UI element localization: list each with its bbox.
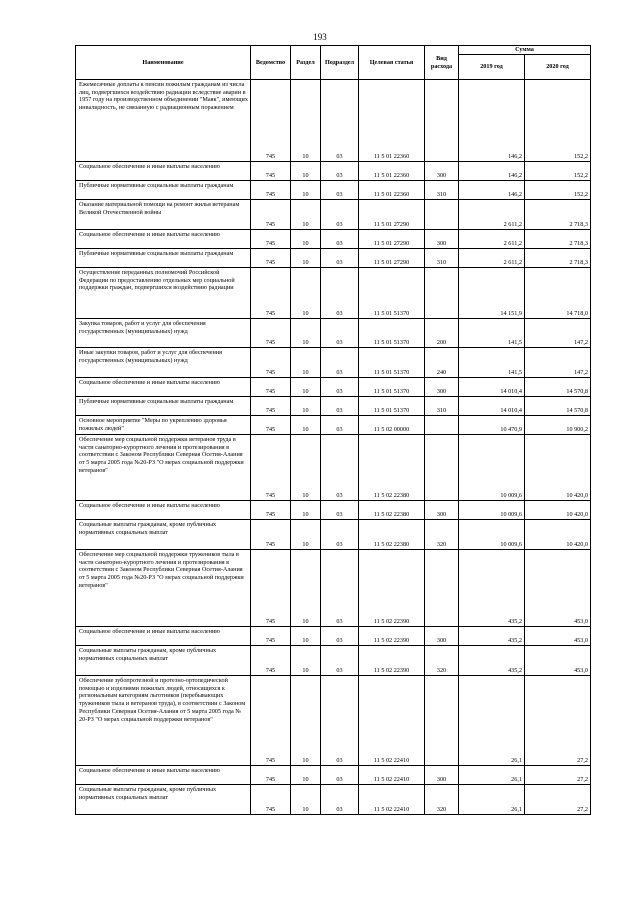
row-sum-2019: 14 010,4	[459, 397, 525, 416]
page-number: 193	[313, 32, 327, 42]
row-podrazdel: 03	[321, 378, 359, 397]
row-podrazdel: 03	[321, 416, 359, 435]
row-name: Социальные выплаты гражданам, кроме публичных нормативных социальных выплат	[76, 520, 251, 550]
row-podrazdel: 03	[321, 249, 359, 268]
row-sum-2019: 146,2	[459, 181, 525, 200]
row-razdel: 10	[291, 397, 321, 416]
row-name: Ежемесячные доплаты к пенсии пожилым гражданам из числа лиц, подвергшихся воздействию радиации вследствие аварии в 1957 году на производственном объединении "Маяк", имеющих инвалидность, не связанную с радиационным поражением	[76, 80, 251, 162]
row-expense-type: 300	[425, 230, 459, 249]
row-vedomstvo: 745	[251, 162, 291, 181]
row-expense-type: 320	[425, 520, 459, 550]
row-podrazdel: 03	[321, 627, 359, 646]
row-sum-2020: 152,2	[525, 181, 591, 200]
row-sum-2019: 10 009,6	[459, 501, 525, 520]
row-name: Социальное обеспечение и иные выплаты населению	[76, 501, 251, 520]
row-target-article: 11 5 01 51370	[359, 348, 425, 378]
table-row	[76, 378, 591, 397]
row-expense-type: 310	[425, 249, 459, 268]
row-razdel: 10	[291, 230, 321, 249]
header-expense-type: Вид расхода	[425, 46, 459, 80]
table-row	[76, 646, 591, 676]
row-target-article: 11 5 01 51370	[359, 397, 425, 416]
row-sum-2020: 27,2	[525, 766, 591, 785]
row-sum-2019: 14 151,9	[459, 268, 525, 319]
row-podrazdel: 03	[321, 501, 359, 520]
row-name: Социальное обеспечение и иные выплаты населению	[76, 627, 251, 646]
header-year-2020: 2020 год	[525, 55, 591, 80]
row-sum-2019: 435,2	[459, 550, 525, 627]
row-name: Обеспечение мер социальной поддержки тружеников тыла в части санаторно-курортного лечения и протезирования в соответствии с Законом Республики Северная Осетия-Алания от 5 марта 2005 года №20-РЗ "О мерах социальной поддержки ветеранов"	[76, 550, 251, 627]
row-sum-2020: 152,2	[525, 162, 591, 181]
row-vedomstvo: 745	[251, 249, 291, 268]
row-podrazdel: 03	[321, 397, 359, 416]
row-sum-2019: 146,2	[459, 162, 525, 181]
table-row	[76, 181, 591, 200]
table-row	[76, 550, 591, 627]
table-row	[76, 501, 591, 520]
row-sum-2019: 2 611,2	[459, 230, 525, 249]
row-sum-2019: 26,1	[459, 766, 525, 785]
table-header	[76, 46, 591, 80]
row-vedomstvo: 745	[251, 200, 291, 230]
row-podrazdel: 03	[321, 785, 359, 815]
row-sum-2019: 141,5	[459, 319, 525, 348]
row-sum-2019: 26,1	[459, 785, 525, 815]
row-expense-type	[425, 550, 459, 627]
table-row	[76, 435, 591, 501]
row-razdel: 10	[291, 416, 321, 435]
row-sum-2020: 147,2	[525, 319, 591, 348]
row-expense-type: 200	[425, 319, 459, 348]
row-target-article: 11 5 01 51370	[359, 378, 425, 397]
row-sum-2019: 141,5	[459, 348, 525, 378]
row-target-article: 11 5 01 27290	[359, 230, 425, 249]
row-podrazdel: 03	[321, 268, 359, 319]
row-vedomstvo: 745	[251, 268, 291, 319]
row-vedomstvo: 745	[251, 646, 291, 676]
row-sum-2019: 2 611,2	[459, 249, 525, 268]
row-vedomstvo: 745	[251, 435, 291, 501]
row-sum-2020: 453,0	[525, 646, 591, 676]
row-target-article: 11 5 02 22390	[359, 627, 425, 646]
row-razdel: 10	[291, 785, 321, 815]
row-razdel: 10	[291, 80, 321, 162]
row-expense-type: 300	[425, 627, 459, 646]
row-razdel: 10	[291, 378, 321, 397]
row-target-article: 11 5 02 22410	[359, 785, 425, 815]
row-sum-2020: 27,2	[525, 676, 591, 766]
row-vedomstvo: 745	[251, 785, 291, 815]
header-name: Наименование	[76, 46, 251, 80]
row-name: Публичные нормативные социальные выплаты гражданам	[76, 249, 251, 268]
row-vedomstvo: 745	[251, 766, 291, 785]
row-expense-type: 300	[425, 501, 459, 520]
table-row	[76, 627, 591, 646]
row-sum-2020: 10 900,2	[525, 416, 591, 435]
row-target-article: 11 5 01 27290	[359, 200, 425, 230]
header-podrazdel: Подраздел	[321, 46, 359, 80]
row-sum-2020: 2 718,3	[525, 249, 591, 268]
row-vedomstvo: 745	[251, 181, 291, 200]
row-razdel: 10	[291, 627, 321, 646]
row-target-article: 11 5 02 00000	[359, 416, 425, 435]
row-sum-2020: 453,0	[525, 627, 591, 646]
header-year-2019: 2019 год	[459, 55, 525, 80]
row-sum-2019: 435,2	[459, 627, 525, 646]
row-sum-2019: 26,1	[459, 676, 525, 766]
row-razdel: 10	[291, 268, 321, 319]
row-target-article: 11 5 01 22360	[359, 80, 425, 162]
row-podrazdel: 03	[321, 319, 359, 348]
row-razdel: 10	[291, 348, 321, 378]
row-target-article: 11 5 01 51370	[359, 319, 425, 348]
row-vedomstvo: 745	[251, 550, 291, 627]
row-expense-type: 300	[425, 378, 459, 397]
row-name: Оказание материальной помощи на ремонт жилья ветеранам Великой Отечественной войны	[76, 200, 251, 230]
row-razdel: 10	[291, 550, 321, 627]
row-podrazdel: 03	[321, 162, 359, 181]
row-expense-type	[425, 200, 459, 230]
table-row	[76, 766, 591, 785]
row-podrazdel: 03	[321, 766, 359, 785]
row-expense-type	[425, 268, 459, 319]
row-podrazdel: 03	[321, 435, 359, 501]
row-sum-2019: 10 009,6	[459, 520, 525, 550]
table-body	[76, 80, 591, 815]
row-razdel: 10	[291, 162, 321, 181]
row-vedomstvo: 745	[251, 348, 291, 378]
table-row	[76, 268, 591, 319]
row-target-article: 11 5 01 22360	[359, 162, 425, 181]
row-sum-2020: 2 718,3	[525, 230, 591, 249]
row-name: Социальные выплаты гражданам, кроме публичных нормативных социальных выплат	[76, 646, 251, 676]
row-target-article: 11 5 02 22410	[359, 676, 425, 766]
row-sum-2020: 10 420,0	[525, 435, 591, 501]
row-vedomstvo: 745	[251, 80, 291, 162]
row-sum-2020: 2 718,3	[525, 200, 591, 230]
table-row	[76, 319, 591, 348]
row-name: Социальное обеспечение и иные выплаты населению	[76, 162, 251, 181]
row-expense-type	[425, 80, 459, 162]
table-row	[76, 785, 591, 815]
row-podrazdel: 03	[321, 181, 359, 200]
row-razdel: 10	[291, 435, 321, 501]
row-vedomstvo: 745	[251, 501, 291, 520]
row-expense-type	[425, 676, 459, 766]
header-razdel: Раздел	[291, 46, 321, 80]
row-name: Осуществление переданных полномочий Российской Федерации по предоставлению отдельных мер социальной поддержки граждан, подвергшихся воздействию радиации	[76, 268, 251, 319]
row-target-article: 11 5 02 22390	[359, 550, 425, 627]
row-sum-2020: 453,0	[525, 550, 591, 627]
row-target-article: 11 5 01 51370	[359, 268, 425, 319]
row-sum-2020: 10 420,0	[525, 501, 591, 520]
row-expense-type: 300	[425, 162, 459, 181]
table-row	[76, 230, 591, 249]
table-row	[76, 348, 591, 378]
table-row	[76, 520, 591, 550]
row-name: Публичные нормативные социальные выплаты гражданам	[76, 181, 251, 200]
row-name: Основное мероприятие "Меры по укреплению здоровья пожилых людей"	[76, 416, 251, 435]
table-row	[76, 676, 591, 766]
row-sum-2019: 10 470,9	[459, 416, 525, 435]
row-sum-2019: 2 611,2	[459, 200, 525, 230]
row-expense-type	[425, 416, 459, 435]
row-vedomstvo: 745	[251, 230, 291, 249]
row-name: Социальное обеспечение и иные выплаты населению	[76, 766, 251, 785]
row-expense-type: 310	[425, 181, 459, 200]
row-target-article: 11 5 02 22410	[359, 766, 425, 785]
row-name: Закупка товаров, работ и услуг для обеспечения государственных (муниципальных) нужд	[76, 319, 251, 348]
row-razdel: 10	[291, 646, 321, 676]
row-sum-2019: 435,2	[459, 646, 525, 676]
row-podrazdel: 03	[321, 200, 359, 230]
row-name: Социальное обеспечение и иные выплаты населению	[76, 230, 251, 249]
table-row	[76, 162, 591, 181]
row-vedomstvo: 745	[251, 627, 291, 646]
row-razdel: 10	[291, 200, 321, 230]
row-razdel: 10	[291, 181, 321, 200]
row-name: Социальные выплаты гражданам, кроме публичных нормативных социальных выплат	[76, 785, 251, 815]
row-razdel: 10	[291, 766, 321, 785]
budget-table	[75, 45, 591, 815]
row-sum-2020: 10 420,0	[525, 520, 591, 550]
table-row	[76, 200, 591, 230]
table-row	[76, 80, 591, 162]
row-target-article: 11 5 01 22360	[359, 181, 425, 200]
table-row	[76, 249, 591, 268]
row-target-article: 11 5 02 22380	[359, 520, 425, 550]
row-target-article: 11 5 01 27290	[359, 249, 425, 268]
row-podrazdel: 03	[321, 80, 359, 162]
row-sum-2020: 27,2	[525, 785, 591, 815]
row-expense-type: 320	[425, 785, 459, 815]
row-name: Иные закупки товаров, работ и услуг для обеспечения государственных (муниципальных) нужд	[76, 348, 251, 378]
row-expense-type: 310	[425, 397, 459, 416]
row-vedomstvo: 745	[251, 416, 291, 435]
row-name: Обеспечение мер социальной поддержки ветеранов труда в части санаторно-курортного лечения и протезирования в соответствии с Законом Республики Северная Осетия-Алания от 5 марта 2005 года №20-РЗ "О мерах социальной поддержки ветеранов"	[76, 435, 251, 501]
row-expense-type	[425, 435, 459, 501]
row-sum-2019: 10 009,6	[459, 435, 525, 501]
row-podrazdel: 03	[321, 520, 359, 550]
row-podrazdel: 03	[321, 230, 359, 249]
header-target-article: Целевая статья	[359, 46, 425, 80]
row-expense-type: 240	[425, 348, 459, 378]
row-podrazdel: 03	[321, 676, 359, 766]
row-sum-2020: 14 718,0	[525, 268, 591, 319]
row-target-article: 11 5 02 22380	[359, 435, 425, 501]
row-sum-2019: 146,2	[459, 80, 525, 162]
table-row	[76, 397, 591, 416]
row-sum-2020: 152,2	[525, 80, 591, 162]
row-vedomstvo: 745	[251, 676, 291, 766]
row-expense-type: 300	[425, 766, 459, 785]
row-razdel: 10	[291, 520, 321, 550]
row-vedomstvo: 745	[251, 520, 291, 550]
row-razdel: 10	[291, 676, 321, 766]
row-name: Обеспечение зубопротезной и протезно-ортопедической помощью и изделиями пожилых людей, относящихся к региональным категориям льготников (перебывающих тружеников тыла и ветеранов труда), в соответствии с Законом Республики Северная Осетия-Алания от 5 марта 2005 года № 20-РЗ "О мерах социальной поддержки ветеранов"	[76, 676, 251, 766]
row-vedomstvo: 745	[251, 397, 291, 416]
row-vedomstvo: 745	[251, 378, 291, 397]
table-row	[76, 416, 591, 435]
row-vedomstvo: 745	[251, 319, 291, 348]
row-name: Публичные нормативные социальные выплаты гражданам	[76, 397, 251, 416]
row-expense-type: 320	[425, 646, 459, 676]
row-razdel: 10	[291, 319, 321, 348]
header-sum: Сумма	[459, 46, 591, 55]
row-name: Социальное обеспечение и иные выплаты населению	[76, 378, 251, 397]
row-razdel: 10	[291, 249, 321, 268]
row-razdel: 10	[291, 501, 321, 520]
row-sum-2020: 14 570,8	[525, 378, 591, 397]
row-target-article: 11 5 02 22390	[359, 646, 425, 676]
row-podrazdel: 03	[321, 348, 359, 378]
header-vedomstvo: Ведомство	[251, 46, 291, 80]
row-podrazdel: 03	[321, 550, 359, 627]
row-podrazdel: 03	[321, 646, 359, 676]
row-sum-2019: 14 010,4	[459, 378, 525, 397]
row-sum-2020: 14 570,8	[525, 397, 591, 416]
row-sum-2020: 147,2	[525, 348, 591, 378]
row-target-article: 11 5 02 22380	[359, 501, 425, 520]
